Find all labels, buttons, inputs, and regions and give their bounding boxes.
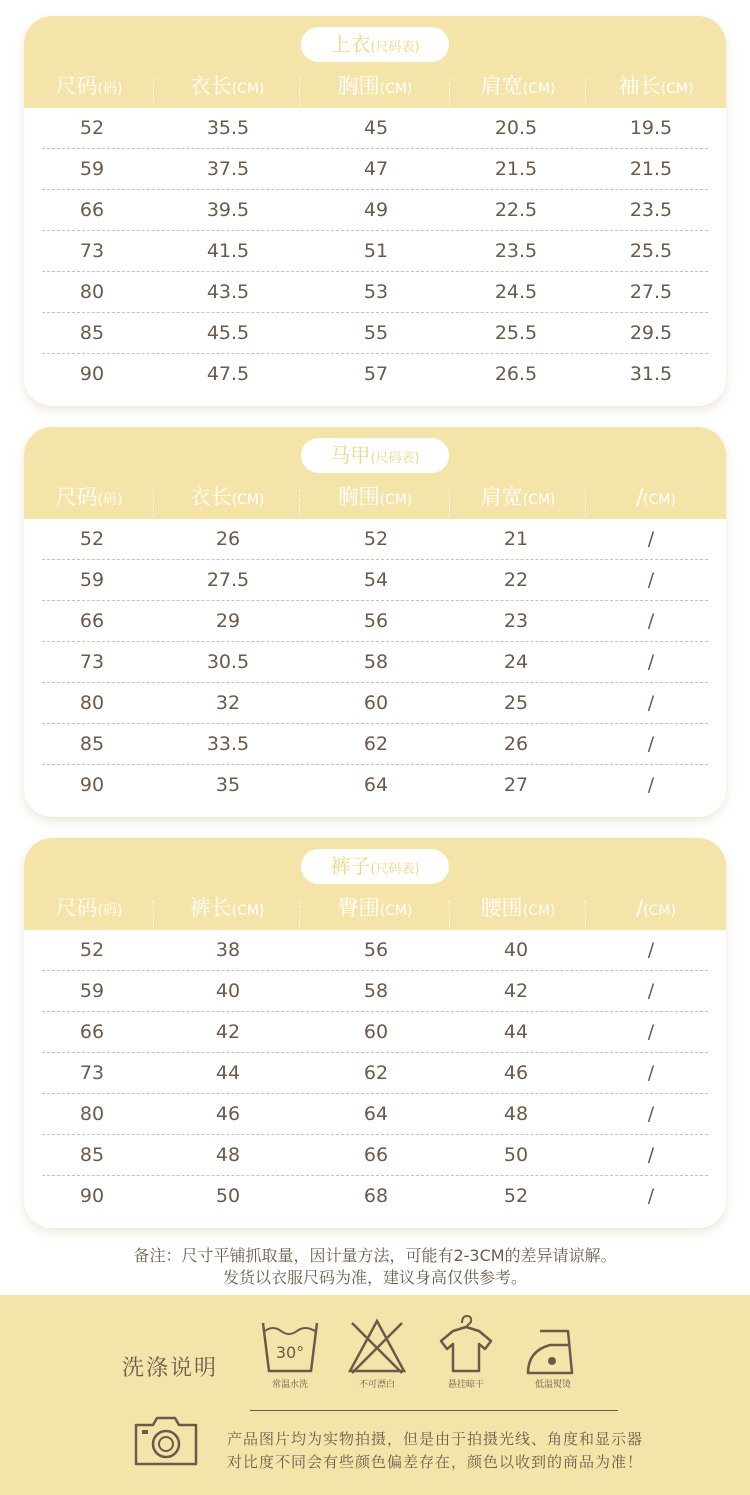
table-header-row <box>24 66 726 106</box>
table-row <box>24 108 726 149</box>
table-cell: 59 <box>79 569 105 591</box>
table-row <box>24 313 726 354</box>
table-cell: / <box>647 610 655 632</box>
table-cell: 24 <box>503 651 529 673</box>
table-cell: 40 <box>215 980 241 1002</box>
table-cell: 85 <box>79 322 105 344</box>
table-cell: / <box>647 1062 655 1084</box>
table-cell: 90 <box>79 1185 105 1207</box>
table-title-pill: 上衣(尺码表) <box>301 27 449 62</box>
no-bleach-icon <box>332 1317 422 1390</box>
table-cell: 50 <box>215 1185 241 1207</box>
table-header-band <box>24 427 726 519</box>
table-cell: / <box>647 1021 655 1043</box>
table-cell: 30.5 <box>206 651 250 673</box>
table-cell: 38 <box>215 939 241 961</box>
table-cell: 52 <box>79 939 105 961</box>
table-cell: 27.5 <box>206 569 250 591</box>
table-body <box>24 108 726 395</box>
table-cell: 80 <box>79 1103 105 1125</box>
table-cell: 85 <box>79 1144 105 1166</box>
table-cell: 59 <box>79 158 105 180</box>
table-cell: 52 <box>503 1185 529 1207</box>
table-row <box>24 1012 726 1053</box>
table-row <box>24 1053 726 1094</box>
table-cell: 26.5 <box>494 363 538 385</box>
size-note-line-1: 备注：尺寸平铺抓取量，因计量方法，可能有2-3CM的差异请谅解。 <box>133 1246 617 1265</box>
table-cell: 29 <box>215 610 241 632</box>
table-cell: 27 <box>503 774 529 796</box>
table-body <box>24 519 726 806</box>
column-header: 尺码(码) <box>24 477 154 517</box>
photo-disclaimer <box>227 1428 643 1474</box>
care-divider <box>250 1410 618 1411</box>
table-cell: 35.5 <box>206 117 250 139</box>
table-cell: 66 <box>79 199 105 221</box>
table-cell: 80 <box>79 281 105 303</box>
table-row <box>24 765 726 806</box>
column-header: 胸围(CM) <box>300 477 450 517</box>
table-cell: 48 <box>215 1144 241 1166</box>
table-cell: 42 <box>503 980 529 1002</box>
size-note-line-2: 发货以衣服尺码为准，建议身高仅供参考。 <box>222 1268 527 1287</box>
table-row <box>24 149 726 190</box>
table-cell: 21 <box>503 528 529 550</box>
table-cell: / <box>647 651 655 673</box>
table-title-pill: 马甲(尺码表) <box>301 438 449 473</box>
hang-dry-icon <box>421 1313 511 1390</box>
table-cell: 21.5 <box>629 158 673 180</box>
table-cell: / <box>647 980 655 1002</box>
column-header: 肩宽(CM) <box>450 477 586 517</box>
camera-icon <box>133 1415 199 1471</box>
table-cell: 24.5 <box>494 281 538 303</box>
dry-label: 悬挂晾干 <box>447 1380 484 1390</box>
table-cell: 56 <box>363 939 389 961</box>
table-cell: / <box>647 939 655 961</box>
table-cell: 26 <box>215 528 241 550</box>
table-title-pill: 裤子(尺码表) <box>301 849 449 884</box>
table-cell: 27.5 <box>629 281 673 303</box>
table-row <box>24 1176 726 1217</box>
column-header: 腰围(CM) <box>450 888 586 928</box>
column-header: /(CM) <box>636 485 676 509</box>
table-row <box>24 560 726 601</box>
table-cell: 80 <box>79 692 105 714</box>
table-cell: 44 <box>215 1062 241 1084</box>
table-cell: 21.5 <box>494 158 538 180</box>
table-header-band <box>24 16 726 108</box>
bleach-label: 不可漂白 <box>358 1380 395 1390</box>
photo-note-line-1: 产品图片均为实物拍摄，但是由于拍摄光线、角度和显示器 <box>227 1430 644 1448</box>
table-cell: 20.5 <box>494 117 538 139</box>
table-cell: 50 <box>503 1144 529 1166</box>
table-header-row <box>24 888 726 928</box>
table-cell: 31.5 <box>629 363 673 385</box>
wash-30-icon <box>245 1317 335 1390</box>
table-cell: / <box>647 1185 655 1207</box>
column-header: 衣长(CM) <box>154 477 300 517</box>
table-row <box>24 642 726 683</box>
table-cell: 22 <box>503 569 529 591</box>
table-cell: 73 <box>79 651 105 673</box>
wash-instructions-title: 洗涤说明 <box>122 1356 219 1381</box>
column-header: 裤长(CM) <box>154 888 300 928</box>
table-cell: 45 <box>363 117 389 139</box>
column-header: 袖长(CM) <box>618 74 694 98</box>
column-header: 衣长(CM) <box>154 66 300 106</box>
table-cell: 52 <box>363 528 389 550</box>
table-cell: 85 <box>79 733 105 755</box>
svg-text:30°: 30° <box>275 1343 305 1362</box>
table-row <box>24 930 726 971</box>
table-row <box>24 1094 726 1135</box>
table-cell: 49 <box>363 199 389 221</box>
table-cell: 42 <box>215 1021 241 1043</box>
table-cell: 52 <box>79 528 105 550</box>
table-cell: / <box>647 1144 655 1166</box>
table-cell: 90 <box>79 774 105 796</box>
table-row <box>24 190 726 231</box>
table-cell: 46 <box>215 1103 241 1125</box>
column-header: 胸围(CM) <box>300 66 450 106</box>
table-cell: 90 <box>79 363 105 385</box>
table-cell: 56 <box>363 610 389 632</box>
table-cell: 53 <box>363 281 389 303</box>
table-cell: 41.5 <box>206 240 250 262</box>
table-cell: / <box>647 569 655 591</box>
photo-note-line-2: 对比度不同会有些颜色偏差存在，颜色以收到的商品为准！ <box>227 1453 644 1471</box>
table-cell: 47 <box>363 158 389 180</box>
table-cell: 66 <box>79 1021 105 1043</box>
table-cell: 66 <box>79 610 105 632</box>
table-row <box>24 683 726 724</box>
table-cell: 52 <box>79 117 105 139</box>
table-cell: 23 <box>503 610 529 632</box>
table-cell: / <box>647 1103 655 1125</box>
table-cell: 62 <box>363 733 389 755</box>
table-body <box>24 930 726 1217</box>
table-cell: 55 <box>363 322 389 344</box>
table-cell: 48 <box>503 1103 529 1125</box>
table-cell: 44 <box>503 1021 529 1043</box>
table-row <box>24 724 726 765</box>
wash-label: 常温水洗 <box>271 1380 308 1390</box>
low-iron-icon <box>508 1321 598 1390</box>
table-cell: 19.5 <box>629 117 673 139</box>
care-section <box>0 1295 750 1495</box>
table-cell: 32 <box>215 692 241 714</box>
table-cell: 22.5 <box>494 199 538 221</box>
column-header: 尺码(码) <box>24 66 154 106</box>
table-cell: 64 <box>363 774 389 796</box>
table-cell: 43.5 <box>206 281 250 303</box>
size-table-top <box>24 16 726 406</box>
column-header: 臀围(CM) <box>300 888 450 928</box>
table-row <box>24 354 726 395</box>
table-cell: 64 <box>363 1103 389 1125</box>
iron-label: 低温熨烫 <box>534 1380 571 1390</box>
table-cell: 23.5 <box>494 240 538 262</box>
table-cell: 58 <box>363 980 389 1002</box>
table-cell: 25 <box>503 692 529 714</box>
table-cell: 39.5 <box>206 199 250 221</box>
table-row <box>24 1135 726 1176</box>
column-header: /(CM) <box>636 896 676 920</box>
table-row <box>24 519 726 560</box>
table-cell: 51 <box>363 240 389 262</box>
size-table-vest <box>24 427 726 817</box>
table-cell: 23.5 <box>629 199 673 221</box>
table-cell: 45.5 <box>206 322 250 344</box>
table-cell: 25.5 <box>494 322 538 344</box>
table-cell: 26 <box>503 733 529 755</box>
table-row <box>24 601 726 642</box>
table-cell: 40 <box>503 939 529 961</box>
table-row <box>24 231 726 272</box>
table-cell: / <box>647 733 655 755</box>
table-header-band <box>24 838 726 930</box>
table-cell: 73 <box>79 1062 105 1084</box>
table-cell: 66 <box>363 1144 389 1166</box>
table-cell: 60 <box>363 692 389 714</box>
table-cell: 47.5 <box>206 363 250 385</box>
table-cell: 60 <box>363 1021 389 1043</box>
size-table-pants <box>24 838 726 1228</box>
table-cell: 29.5 <box>629 322 673 344</box>
table-cell: / <box>647 774 655 796</box>
table-row <box>24 971 726 1012</box>
table-cell: 57 <box>363 363 389 385</box>
table-header-row <box>24 477 726 517</box>
table-cell: / <box>647 692 655 714</box>
table-cell: 62 <box>363 1062 389 1084</box>
table-cell: 68 <box>363 1185 389 1207</box>
table-cell: 37.5 <box>206 158 250 180</box>
table-cell: 58 <box>363 651 389 673</box>
table-cell: 73 <box>79 240 105 262</box>
table-row <box>24 272 726 313</box>
table-cell: 46 <box>503 1062 529 1084</box>
table-cell: 33.5 <box>206 733 250 755</box>
table-cell: 54 <box>363 569 389 591</box>
table-cell: 35 <box>215 774 241 796</box>
table-cell: 25.5 <box>629 240 673 262</box>
table-cell: 59 <box>79 980 105 1002</box>
column-header: 肩宽(CM) <box>450 66 586 106</box>
table-cell: / <box>647 528 655 550</box>
column-header: 尺码(码) <box>24 888 154 928</box>
